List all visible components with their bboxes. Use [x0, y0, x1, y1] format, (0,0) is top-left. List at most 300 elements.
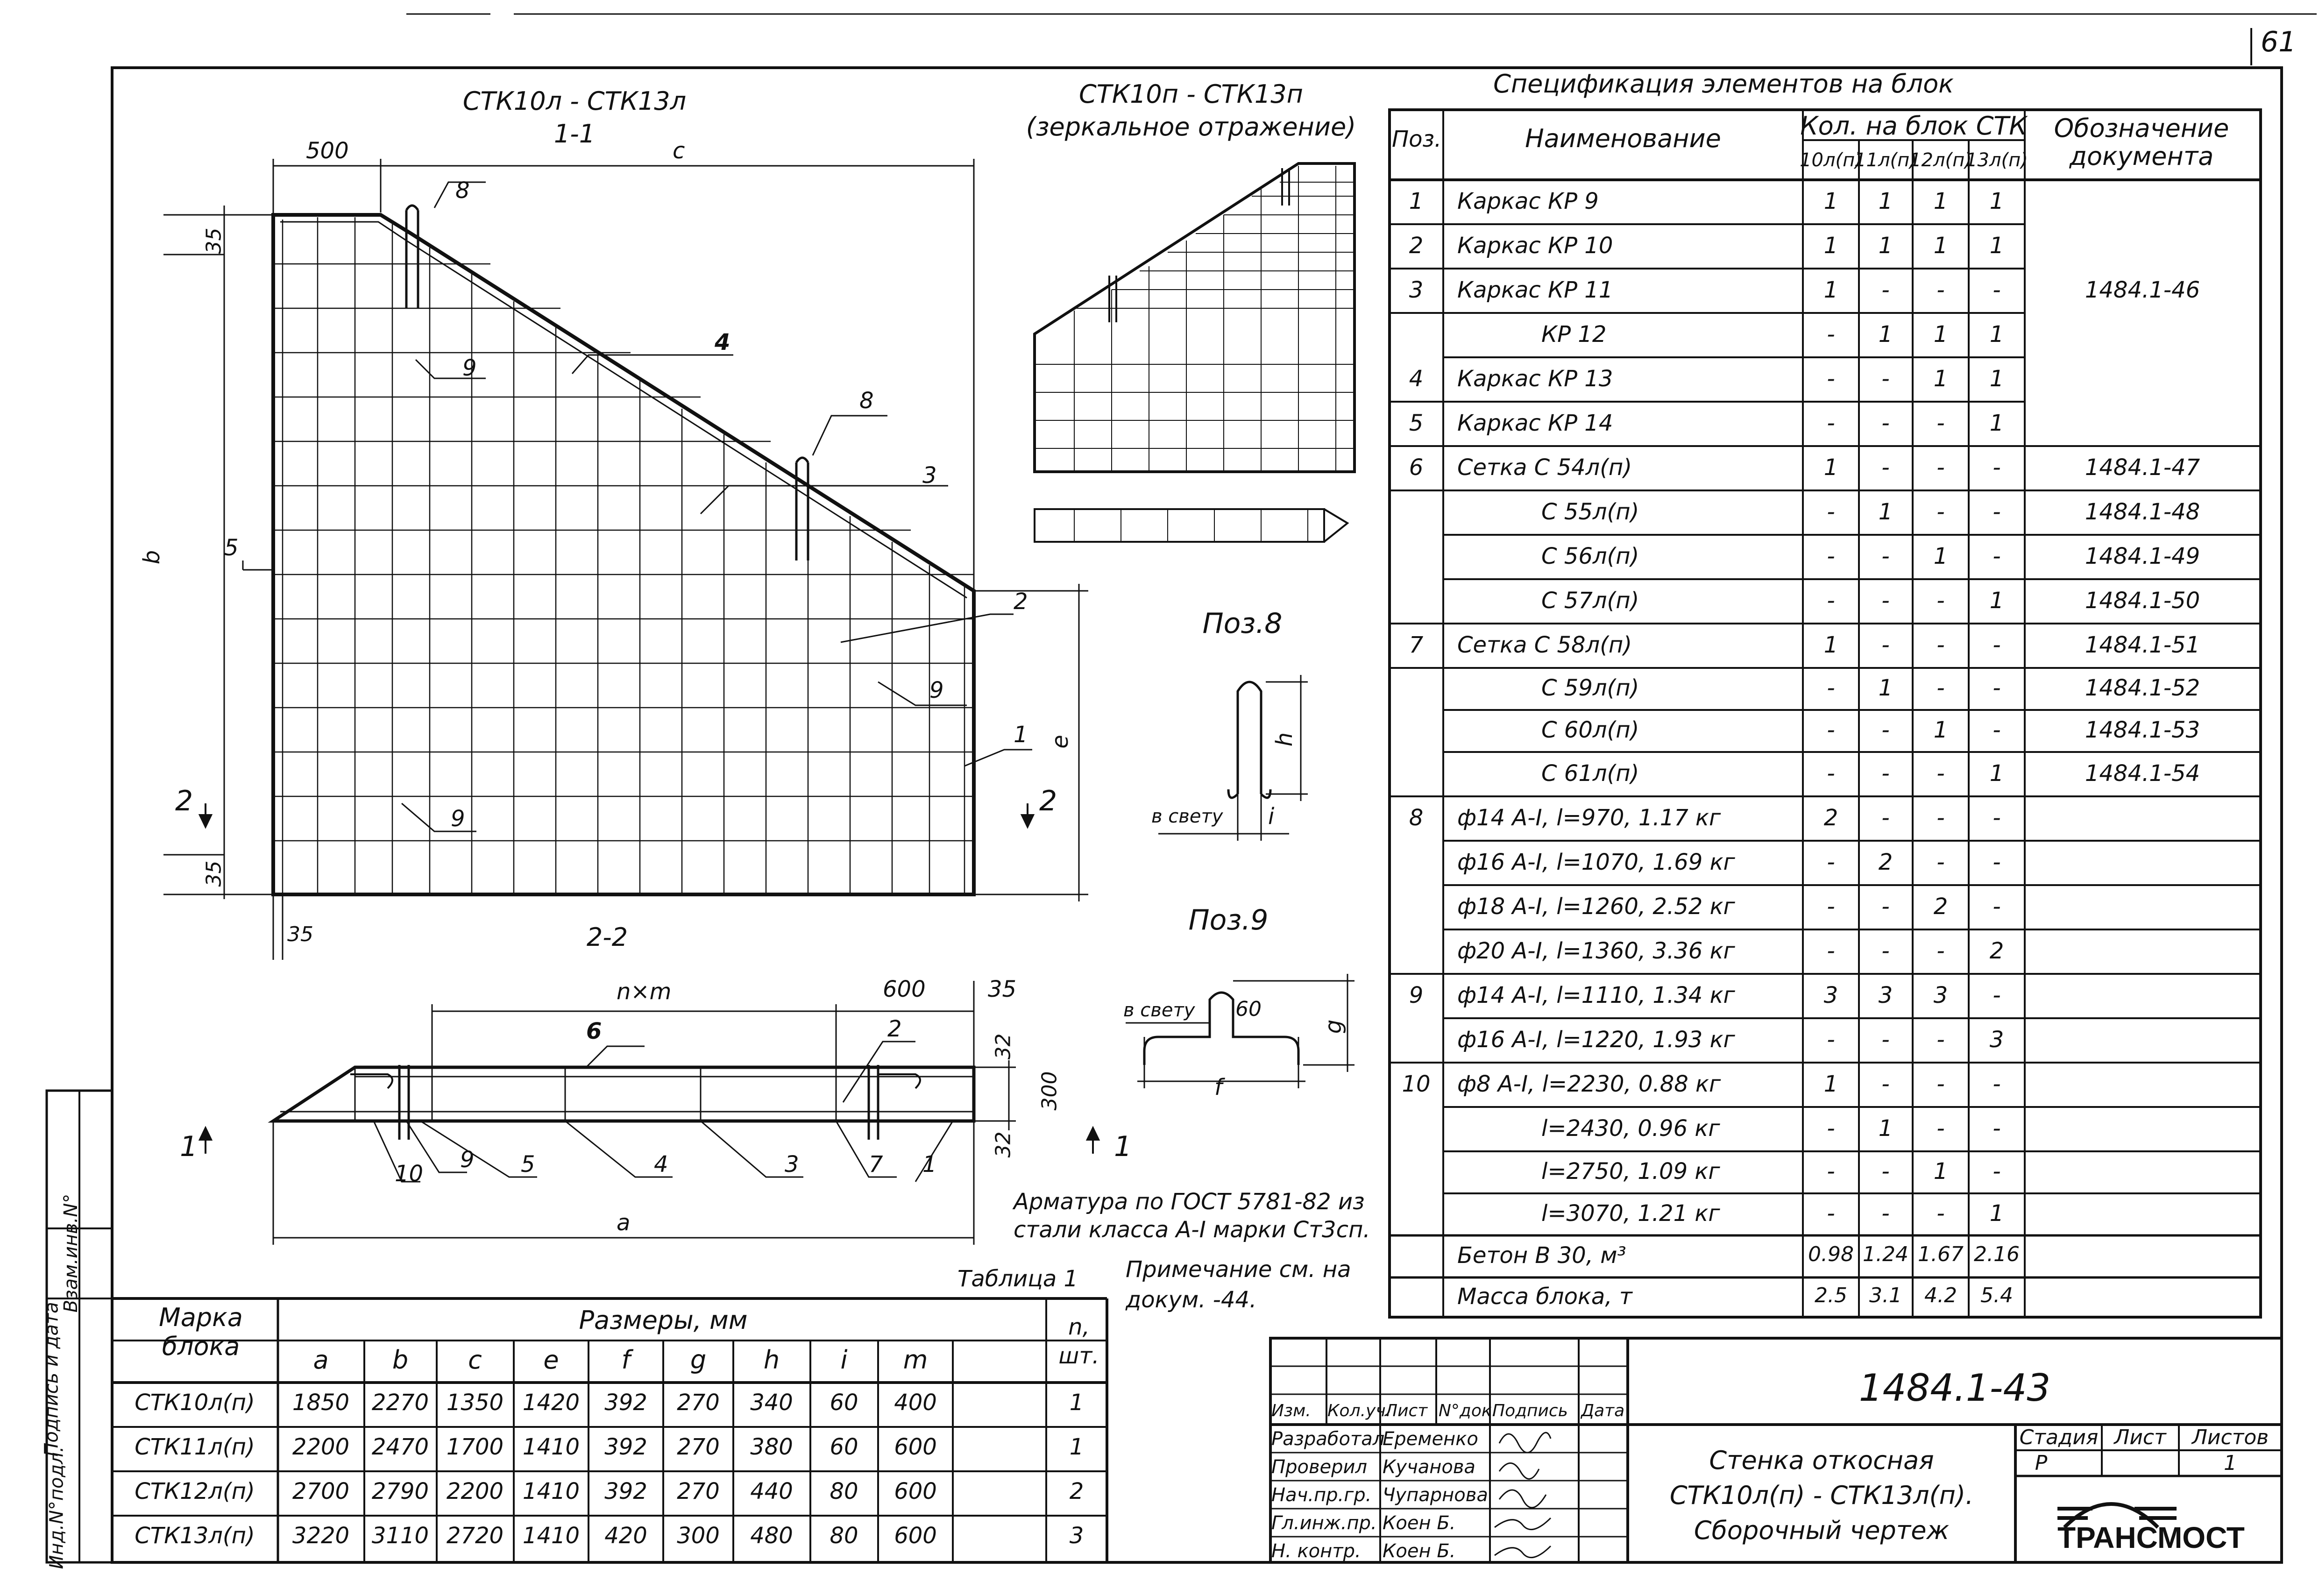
stamp-title-1: Стенка откосная — [1709, 1446, 1934, 1475]
section-2-2-view — [200, 981, 1099, 1245]
table1-h-sizes: Размеры, мм — [579, 1305, 748, 1335]
stamp-stage: Р — [2035, 1451, 2048, 1475]
spec-row-pos: 3 — [1409, 277, 1424, 303]
table1-row-mark: СТК13л(п) — [135, 1523, 255, 1549]
spec-row-doc: 1484.1-47 — [2085, 454, 2200, 481]
table1-cell: 2790 — [371, 1478, 429, 1504]
stamp-name: Коен Б. — [1383, 1512, 1456, 1534]
callout-9-a: 9 — [462, 355, 477, 381]
stamp-stage-h: Стадия — [2019, 1426, 2099, 1449]
spec-row-qty: 4.2 — [1924, 1283, 1957, 1307]
spec-row-name: С 56л(п) — [1541, 543, 1639, 569]
spec-row-doc: 1484.1-48 — [2085, 498, 2200, 525]
spec-row-qty: - — [1881, 1026, 1890, 1053]
spec-row-qty: - — [1827, 717, 1835, 743]
stamp-role: Н. контр. — [1271, 1540, 1361, 1562]
spec-row-qty: - — [1827, 760, 1835, 787]
table1-cell: 600 — [894, 1478, 937, 1504]
note-primechanie-1: Примечание см. на — [1126, 1256, 1351, 1283]
spec-row-qty: - — [1936, 1200, 1945, 1227]
stamp-head-data: Дата — [1581, 1401, 1625, 1420]
table1-cell: 1700 — [446, 1434, 504, 1460]
spec-row-qty: 3 — [1989, 1026, 2004, 1053]
spec-row-qty: 2 — [1933, 893, 1948, 920]
table1-col-header: a — [313, 1345, 329, 1375]
dim-35-bottom: 35 — [202, 860, 226, 887]
dim-600: 600 — [883, 976, 926, 1002]
note-primechanie-2: докум. -44. — [1126, 1287, 1257, 1313]
spec-row-qty: 1 — [1989, 232, 2004, 259]
spec-row-qty: - — [1881, 937, 1890, 964]
callout-8-a: 8 — [455, 177, 470, 204]
spec-row-qty: 1 — [1933, 717, 1948, 743]
callout-9-b: 9 — [929, 677, 944, 703]
dim-c: c — [673, 138, 685, 164]
spec-row-name: ф14 А-I, l=970, 1.17 кг — [1457, 804, 1721, 831]
spec-row-qty: - — [1936, 804, 1945, 831]
side-label-inv: Инд.N°подл. — [46, 1446, 68, 1569]
spec-row-qty: 1 — [1989, 321, 2004, 348]
spec-row-qty: - — [1993, 804, 2001, 831]
table1-cell: 300 — [677, 1523, 720, 1549]
spec-row-qty: 1 — [1933, 232, 1948, 259]
spec-row-qty: 1 — [1989, 410, 2004, 436]
spec-row-qty: - — [1993, 982, 2001, 1008]
stamp-logo: ТРАНСМОСТ — [2057, 1521, 2245, 1554]
dim-35-top: 35 — [202, 227, 226, 254]
spec-row-qty: 5.4 — [1980, 1283, 2013, 1307]
callout-6: 6 — [586, 1018, 602, 1044]
callout-8-b: 8 — [859, 388, 874, 414]
table1-h-mark: Марка блока — [159, 1303, 243, 1361]
dim-i: i — [1268, 803, 1275, 830]
dim-35-corner: 35 — [287, 922, 313, 946]
spec-row-qty: - — [1936, 675, 1945, 701]
callout-7: 7 — [869, 1151, 883, 1177]
table1-col-header: g — [690, 1345, 707, 1375]
spec-row-qty: - — [1881, 587, 1890, 614]
callout-1-a: 1 — [1014, 722, 1028, 748]
table1-cell: 1410 — [522, 1523, 580, 1549]
table1-cell: 480 — [750, 1523, 793, 1549]
table1-cell: 2200 — [292, 1434, 350, 1460]
mirror-view — [1035, 163, 1355, 542]
spec-row-qty: - — [1936, 587, 1945, 614]
poz9-title: Поз.9 — [1188, 904, 1269, 936]
callout-3-a: 3 — [922, 462, 937, 489]
dim-f: f — [1214, 1074, 1222, 1100]
note-armatura-2: стали класса А-I марки Ст3сп. — [1014, 1217, 1370, 1243]
spec-h-doc: Обозначение документа — [2054, 113, 2229, 171]
spec-row-name: ф16 А-I, l=1070, 1.69 кг — [1457, 849, 1735, 875]
table1-cell: 1350 — [446, 1390, 504, 1416]
spec-row-name: Бетон В 30, м³ — [1457, 1242, 1626, 1269]
table1-row-n: 1 — [1069, 1390, 1084, 1416]
spec-row-qty: 1 — [1878, 1115, 1893, 1142]
spec-row-qty: 2.16 — [1974, 1242, 2020, 1266]
stamp-name: Еременко — [1383, 1428, 1478, 1450]
table1-col-header: c — [468, 1345, 482, 1375]
callout-2-b: 2 — [887, 1016, 902, 1042]
stamp-code: 1484.1-43 — [1858, 1366, 2051, 1410]
spec-row-qty: - — [1827, 498, 1835, 525]
table1-cell: 392 — [604, 1434, 647, 1460]
dim-60: 60 — [1235, 997, 1262, 1021]
table1-cell: 440 — [750, 1478, 793, 1504]
spec-row-qty: 1 — [1878, 675, 1893, 701]
spec-row-doc: 1484.1-50 — [2085, 587, 2200, 614]
spec-row-qty: - — [1827, 937, 1835, 964]
spec-row-qty: - — [1936, 498, 1945, 525]
table1-cell: 270 — [677, 1434, 720, 1460]
spec-row-qty: - — [1881, 410, 1890, 436]
table1-row-n: 3 — [1069, 1523, 1084, 1549]
table1-cell: 600 — [894, 1434, 937, 1460]
callout-5-a: 5 — [224, 535, 239, 561]
spec-row-qty: 1 — [1878, 321, 1893, 348]
spec-row-qty: - — [1936, 277, 1945, 303]
spec-title: Спецификация элементов на блок — [1493, 69, 1954, 99]
callout-9-d: 9 — [460, 1147, 475, 1173]
dim-32-top: 32 — [991, 1033, 1015, 1060]
spec-row-qty: 1.67 — [1918, 1242, 1964, 1266]
spec-row-doc: 1484.1-46 — [2085, 277, 2200, 303]
section-1-1-title: 1-1 — [553, 119, 596, 149]
spec-row-qty: 3 — [1823, 982, 1838, 1008]
spec-row-doc: 1484.1-52 — [2085, 675, 2200, 701]
stamp-role: Проверил — [1271, 1456, 1368, 1478]
table1-cell: 400 — [894, 1390, 937, 1416]
stamp-head-list: Лист — [1385, 1401, 1428, 1420]
spec-row-qty: - — [1881, 277, 1890, 303]
dim-b: b — [139, 550, 165, 565]
callout-10: 10 — [395, 1161, 424, 1187]
spec-row-qty: - — [1881, 1200, 1890, 1227]
spec-row-qty: 1 — [1933, 188, 1948, 214]
spec-row-qty: - — [1827, 893, 1835, 920]
table1-cell: 420 — [604, 1523, 647, 1549]
spec-row-pos: 10 — [1402, 1071, 1431, 1097]
spec-row-qty: - — [1881, 893, 1890, 920]
spec-row-qty: 3.1 — [1869, 1283, 1902, 1307]
stamp-name: Чупарнова — [1383, 1484, 1488, 1506]
spec-row-qty: 1 — [1823, 188, 1838, 214]
spec-row-qty: - — [1936, 1115, 1945, 1142]
spec-row-name: Масса блока, т — [1457, 1283, 1632, 1310]
dim-g: g — [1320, 1019, 1347, 1034]
spec-row-pos: 7 — [1409, 631, 1424, 658]
table1-cell: 3110 — [371, 1523, 429, 1549]
table1-row-mark: СТК10л(п) — [135, 1390, 255, 1416]
spec-row-qty: 2 — [1878, 849, 1893, 875]
spec-row-qty: - — [1936, 410, 1945, 436]
spec-col-11: 11л(п) — [1854, 149, 1917, 171]
table1-cell: 2720 — [446, 1523, 504, 1549]
spec-row-qty: 1 — [1823, 631, 1838, 658]
stamp-sheet-h: Лист — [2114, 1426, 2166, 1449]
spec-row-name: ф16 А-I, l=1220, 1.93 кг — [1457, 1026, 1735, 1053]
spec-row-name: ф14 А-I, l=1110, 1.34 кг — [1457, 982, 1735, 1008]
spec-row-qty: - — [1993, 1115, 2001, 1142]
stamp-head-dok: N°док. — [1439, 1401, 1497, 1420]
spec-row-qty: 1 — [1933, 365, 1948, 392]
spec-row-name: Каркас КР 14 — [1457, 410, 1613, 436]
section-mark-2-right: 2 — [1039, 785, 1057, 817]
spec-row-qty: - — [1827, 321, 1835, 348]
spec-row-name: l=2430, 0.96 кг — [1541, 1115, 1720, 1142]
spec-row-name: Каркас КР 13 — [1457, 365, 1613, 392]
table1-cell: 1420 — [522, 1390, 580, 1416]
spec-row-qty: 0.98 — [1808, 1242, 1854, 1266]
spec-row-name: Каркас КР 11 — [1457, 277, 1613, 303]
spec-row-pos: 8 — [1409, 804, 1424, 831]
spec-row-qty: - — [1936, 1026, 1945, 1053]
spec-row-qty: 1 — [1933, 543, 1948, 569]
table1-cell: 270 — [677, 1390, 720, 1416]
dim-500: 500 — [306, 138, 349, 164]
table1-cell: 2200 — [446, 1478, 504, 1504]
spec-row-doc: 1484.1-51 — [2085, 631, 2200, 658]
table1-cell: 380 — [750, 1434, 793, 1460]
spec-row-name: С 61л(п) — [1541, 760, 1639, 787]
stamp-role: Нач.пр.гр. — [1271, 1484, 1372, 1506]
spec-row-qty: - — [1993, 675, 2001, 701]
spec-row-qty: - — [1993, 498, 2001, 525]
page-number: 61 — [2261, 26, 2297, 58]
stamp-role: Разработал — [1271, 1428, 1385, 1450]
table1-cell: 60 — [830, 1390, 858, 1416]
table1-row-mark: СТК11л(п) — [135, 1434, 255, 1460]
spec-row-qty: - — [1993, 631, 2001, 658]
spec-row-qty: - — [1993, 1071, 2001, 1097]
table1-col-header: h — [763, 1345, 780, 1375]
spec-row-qty: - — [1827, 1026, 1835, 1053]
spec-row-qty: 1 — [1989, 1200, 2004, 1227]
spec-row-qty: 1 — [1989, 760, 2004, 787]
spec-row-pos: 6 — [1409, 454, 1424, 481]
spec-row-qty: 1 — [1823, 454, 1838, 481]
stamp-head-koluch: Кол.уч. — [1327, 1401, 1391, 1420]
spec-row-qty: - — [1827, 1115, 1835, 1142]
spec-row-qty: 2 — [1989, 937, 2004, 964]
table1-cell: 80 — [830, 1478, 858, 1504]
left-view-title: СТК10л - СТК13л — [462, 86, 687, 116]
spec-row-qty: 1 — [1933, 1158, 1948, 1185]
spec-row-qty: - — [1827, 410, 1835, 436]
spec-row-qty: - — [1827, 849, 1835, 875]
callout-3-b: 3 — [785, 1151, 799, 1177]
callout-1-b: 1 — [922, 1151, 937, 1177]
table1-col-header: i — [840, 1345, 848, 1375]
table1-cell: 1850 — [292, 1390, 350, 1416]
spec-row-qty: 1 — [1878, 232, 1893, 259]
table1-cell: 1410 — [522, 1434, 580, 1460]
spec-row-qty: - — [1993, 277, 2001, 303]
spec-row-qty: - — [1881, 454, 1890, 481]
side-label-sign: Подпись и дата — [41, 1302, 63, 1457]
section-mark-1-right: 1 — [1114, 1130, 1132, 1163]
spec-row-name: Каркас КР 9 — [1457, 188, 1599, 214]
spec-row-pos: 9 — [1409, 982, 1424, 1008]
spec-row-qty: 2 — [1823, 804, 1838, 831]
spec-row-pos: 1 — [1409, 188, 1424, 214]
spec-row-qty: 3 — [1878, 982, 1893, 1008]
callout-5-b: 5 — [521, 1151, 535, 1177]
spec-row-qty: - — [1881, 760, 1890, 787]
spec-row-qty: - — [1827, 675, 1835, 701]
spec-col-10: 10л(п) — [1800, 149, 1862, 171]
mirror-view-title: СТК10п - СТК13п — [1079, 79, 1303, 109]
spec-row-qty: - — [1881, 1071, 1890, 1097]
table1-cell: 3220 — [292, 1523, 350, 1549]
spec-row-qty: - — [1936, 760, 1945, 787]
spec-row-qty: - — [1993, 893, 2001, 920]
stamp-name: Кучанова — [1383, 1456, 1475, 1478]
table1-col-header: b — [392, 1345, 409, 1375]
note-armatura-1: Арматура по ГОСТ 5781-82 из — [1014, 1189, 1365, 1215]
spec-row-name: Сетка С 54л(п) — [1457, 454, 1632, 481]
dim-e: e — [1047, 735, 1073, 749]
dim-32-bottom: 32 — [991, 1131, 1015, 1158]
table1-cell: 1410 — [522, 1478, 580, 1504]
table1-cell: 60 — [830, 1434, 858, 1460]
table1-cell: 80 — [830, 1523, 858, 1549]
section-2-2-title: 2-2 — [586, 922, 628, 952]
stamp-name: Коен Б. — [1383, 1540, 1456, 1562]
spec-row-name: ф8 А-I, l=2230, 0.88 кг — [1457, 1071, 1721, 1097]
dim-h: h — [1271, 732, 1298, 747]
dim-vsvetu-9: в свету — [1123, 1000, 1195, 1021]
stamp-role: Гл.инж.пр. — [1271, 1512, 1377, 1534]
dim-vsvetu-8: в свету — [1151, 806, 1223, 827]
table1-cell: 392 — [604, 1390, 647, 1416]
spec-row-pos: 5 — [1409, 410, 1424, 436]
spec-row-qty: - — [1881, 717, 1890, 743]
spec-row-qty: 1 — [1933, 321, 1948, 348]
spec-row-qty: 1 — [1989, 587, 2004, 614]
spec-row-qty: 1 — [1823, 1071, 1838, 1097]
spec-col-13: 13л(п) — [1965, 149, 2028, 171]
table1-cell: 2700 — [292, 1478, 350, 1504]
spec-row-name: ф20 А-I, l=1360, 3.36 кг — [1457, 937, 1735, 964]
table1-h-n: n, шт. — [1058, 1314, 1099, 1369]
spec-row-name: l=2750, 1.09 кг — [1541, 1158, 1720, 1185]
stamp-sheets: 1 — [2224, 1451, 2237, 1475]
spec-row-qty: - — [1993, 849, 2001, 875]
spec-row-pos: 4 — [1409, 365, 1424, 392]
callout-4-a: 4 — [715, 329, 730, 355]
spec-row-qty: - — [1827, 365, 1835, 392]
spec-row-doc: 1484.1-49 — [2085, 543, 2200, 569]
spec-row-name: С 55л(п) — [1541, 498, 1639, 525]
table1-cell: 2470 — [371, 1434, 429, 1460]
spec-row-qty: 1 — [1878, 498, 1893, 525]
spec-row-qty: - — [1993, 717, 2001, 743]
spec-row-qty: - — [1881, 543, 1890, 569]
main-view — [163, 159, 1088, 960]
table1-caption: Таблица 1 — [957, 1266, 1078, 1292]
spec-row-qty: - — [1881, 365, 1890, 392]
table1-col-header: e — [543, 1345, 559, 1375]
table1-cell: 392 — [604, 1478, 647, 1504]
spec-row-qty: - — [1827, 543, 1835, 569]
spec-row-name: Каркас КР 10 — [1457, 232, 1613, 259]
dim-35-2: 35 — [988, 976, 1017, 1002]
dim-300: 300 — [1037, 1071, 1062, 1111]
table1-cell: 270 — [677, 1478, 720, 1504]
spec-row-name: l=3070, 1.21 кг — [1541, 1200, 1720, 1227]
section-mark-2-left: 2 — [175, 785, 193, 817]
spec-row-qty: 1 — [1878, 188, 1893, 214]
mirror-view-note: (зеркальное отражение) — [1026, 112, 1356, 142]
callout-4-b: 4 — [654, 1151, 668, 1177]
side-label-vzam: Взам.инв.N° — [60, 1193, 82, 1313]
spec-row-qty: - — [1936, 937, 1945, 964]
stamp-head-izm: Изм. — [1271, 1401, 1311, 1420]
spec-row-qty: - — [1827, 1200, 1835, 1227]
spec-row-name: КР 12 — [1541, 321, 1607, 348]
table1-cell: 340 — [750, 1390, 793, 1416]
poz8-title: Поз.8 — [1202, 607, 1283, 640]
table1-cell: 2270 — [371, 1390, 429, 1416]
spec-row-qty: 1 — [1823, 232, 1838, 259]
spec-row-qty: 1 — [1989, 365, 2004, 392]
spec-row-doc: 1484.1-54 — [2085, 760, 2200, 787]
spec-row-qty: 1.24 — [1863, 1242, 1908, 1266]
table1-row-n: 2 — [1069, 1478, 1084, 1504]
spec-row-name: ф18 А-I, l=1260, 2.52 кг — [1457, 893, 1735, 920]
table1-row-n: 1 — [1069, 1434, 1084, 1460]
spec-row-name: С 59л(п) — [1541, 675, 1639, 701]
stamp-head-podpis: Подпись — [1492, 1401, 1568, 1420]
spec-row-qty: - — [1936, 631, 1945, 658]
spec-row-name: С 57л(п) — [1541, 587, 1639, 614]
table1-row-mark: СТК12л(п) — [135, 1478, 255, 1504]
spec-row-name: С 60л(п) — [1541, 717, 1639, 743]
spec-row-qty: - — [1993, 543, 2001, 569]
callout-2-a: 2 — [1014, 589, 1028, 615]
table1-col-header: m — [903, 1345, 928, 1375]
section-mark-1-left: 1 — [180, 1130, 198, 1163]
spec-row-qty: - — [1827, 1158, 1835, 1185]
spec-row-qty: - — [1881, 804, 1890, 831]
spec-row-qty: - — [1993, 454, 2001, 481]
spec-row-qty: - — [1936, 1071, 1945, 1097]
spec-row-qty: - — [1936, 454, 1945, 481]
stamp-title-2: СТК10л(п) - СТК13л(п). — [1669, 1481, 1974, 1510]
spec-row-qty: - — [1936, 849, 1945, 875]
spec-row-name: Сетка С 58л(п) — [1457, 631, 1632, 658]
table1-cell: 600 — [894, 1523, 937, 1549]
spec-row-qty: 1 — [1989, 188, 2004, 214]
spec-row-qty: - — [1993, 1158, 2001, 1185]
spec-row-qty: 1 — [1823, 277, 1838, 303]
stamp-title-3: Сборочный чертеж — [1694, 1516, 1950, 1545]
spec-row-doc: 1484.1-53 — [2085, 717, 2200, 743]
stamp-sheets-h: Листов — [2191, 1426, 2269, 1449]
spec-h-pos: Поз. — [1392, 126, 1442, 152]
spec-row-qty: 3 — [1933, 982, 1948, 1008]
table1-col-header: f — [621, 1345, 631, 1375]
dim-a: a — [617, 1210, 631, 1236]
callout-9-c: 9 — [451, 806, 465, 832]
spec-row-qty: - — [1881, 631, 1890, 658]
spec-row-qty: - — [1827, 587, 1835, 614]
spec-row-qty: - — [1881, 1158, 1890, 1185]
spec-h-qty: Кол. на блок СТК — [1800, 111, 2027, 141]
spec-row-pos: 2 — [1409, 232, 1424, 259]
spec-h-name: Наименование — [1525, 124, 1721, 153]
